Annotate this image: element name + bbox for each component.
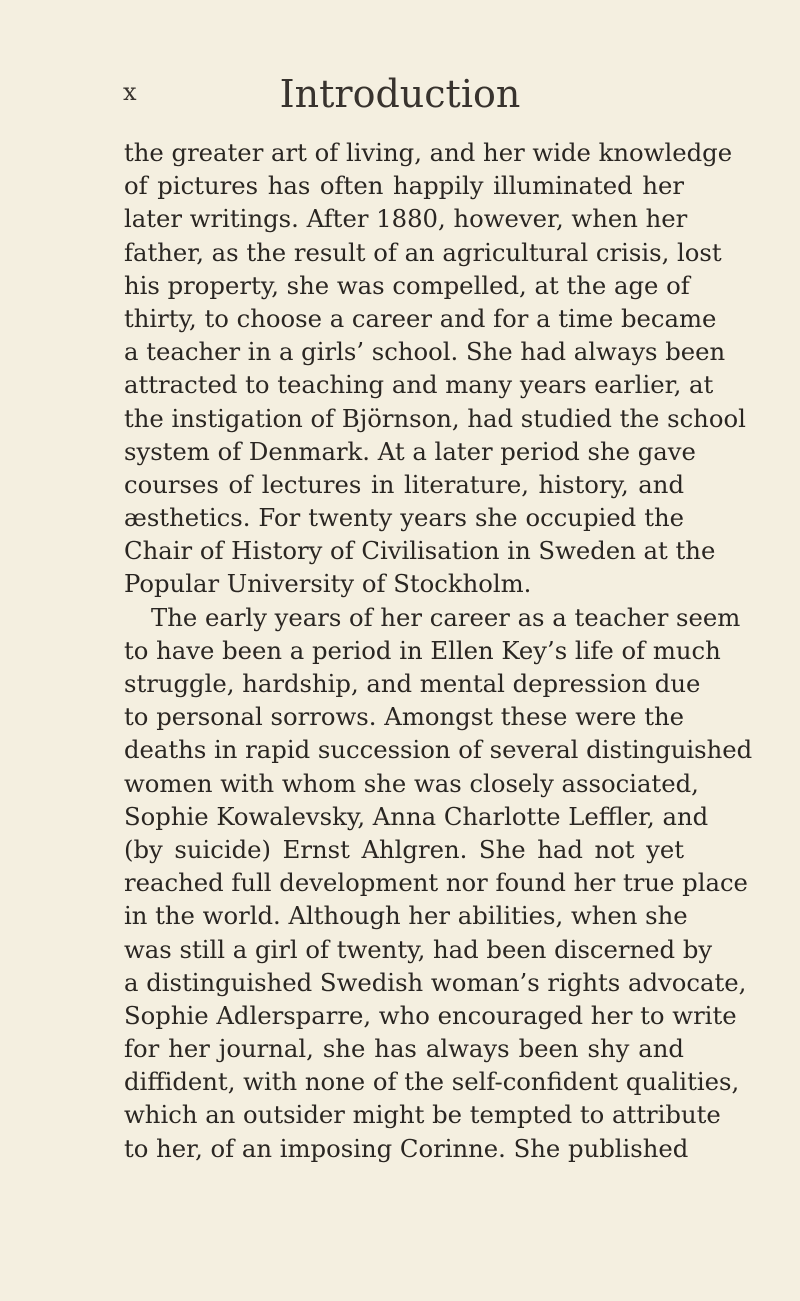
page-header <box>0 72 800 120</box>
text-line: was still a girl of twenty, had been discerned by <box>124 934 713 964</box>
text-line: struggle, hardship, and mental depression due <box>124 669 701 698</box>
text-line: women with whom she was closely associated, <box>124 768 699 798</box>
text-line: attracted to teaching and many years earlier, at <box>124 370 714 400</box>
body-text <box>124 136 753 1165</box>
text-line: courses of lectures in literature, history, and <box>124 469 684 499</box>
page-number: x <box>123 78 138 106</box>
text-line: to personal sorrows. Amongst these were the <box>124 702 684 732</box>
text-line: for her journal, she has always been shy and <box>124 1034 684 1064</box>
text-line: later writings. After 1880, however, when her <box>124 204 688 234</box>
text-line: deaths in rapid succession of several distinguished <box>124 735 753 765</box>
text-line: his property, she was compelled, at the age of <box>124 270 690 300</box>
text-line: father, as the result of an agricultural crisis, lost <box>124 237 722 267</box>
text-line: (by suicide) Ernst Ahlgren. She had not yet <box>124 834 684 864</box>
text-line: the instigation of Björnson, had studied the school <box>124 403 746 433</box>
text-line: diffident, with none of the self-confident qualities, <box>124 1067 740 1097</box>
text-line: Chair of History of Civilisation in Sweden at the <box>124 536 716 566</box>
text-line: the greater art of living, and her wide knowledge <box>124 138 733 167</box>
running-title: Introduction <box>279 72 521 116</box>
text-line: reached full development nor found her true place <box>124 868 748 898</box>
text-line: system of Denmark. At a later period she gave <box>124 436 696 466</box>
text-line: Popular University of Stockholm. <box>124 569 532 599</box>
text-line: a teacher in a girls’ school. She had always been <box>124 337 726 367</box>
text-line: to have been a period in Ellen Key’s life of much <box>124 635 721 665</box>
text-line: Sophie Kowalevsky, Anna Charlotte Leffler, and <box>124 801 709 831</box>
text-line: The early years of her career as a teacher seem <box>151 602 741 632</box>
text-line: which an outsider might be tempted to attribute <box>124 1100 721 1130</box>
text-line: Sophie Adlersparre, who encouraged her to write <box>124 1000 737 1030</box>
text-line: a distinguished Swedish woman’s rights advocate, <box>124 967 747 997</box>
text-line: to her, of an imposing Corinne. She published <box>124 1133 689 1163</box>
text-line: in the world. Although her abilities, when she <box>124 901 688 931</box>
text-line: æsthetics. For twenty years she occupied the <box>124 503 684 533</box>
text-line: thirty, to choose a career and for a time became <box>124 303 717 333</box>
text-line: of pictures has often happily illuminated her <box>124 171 684 201</box>
